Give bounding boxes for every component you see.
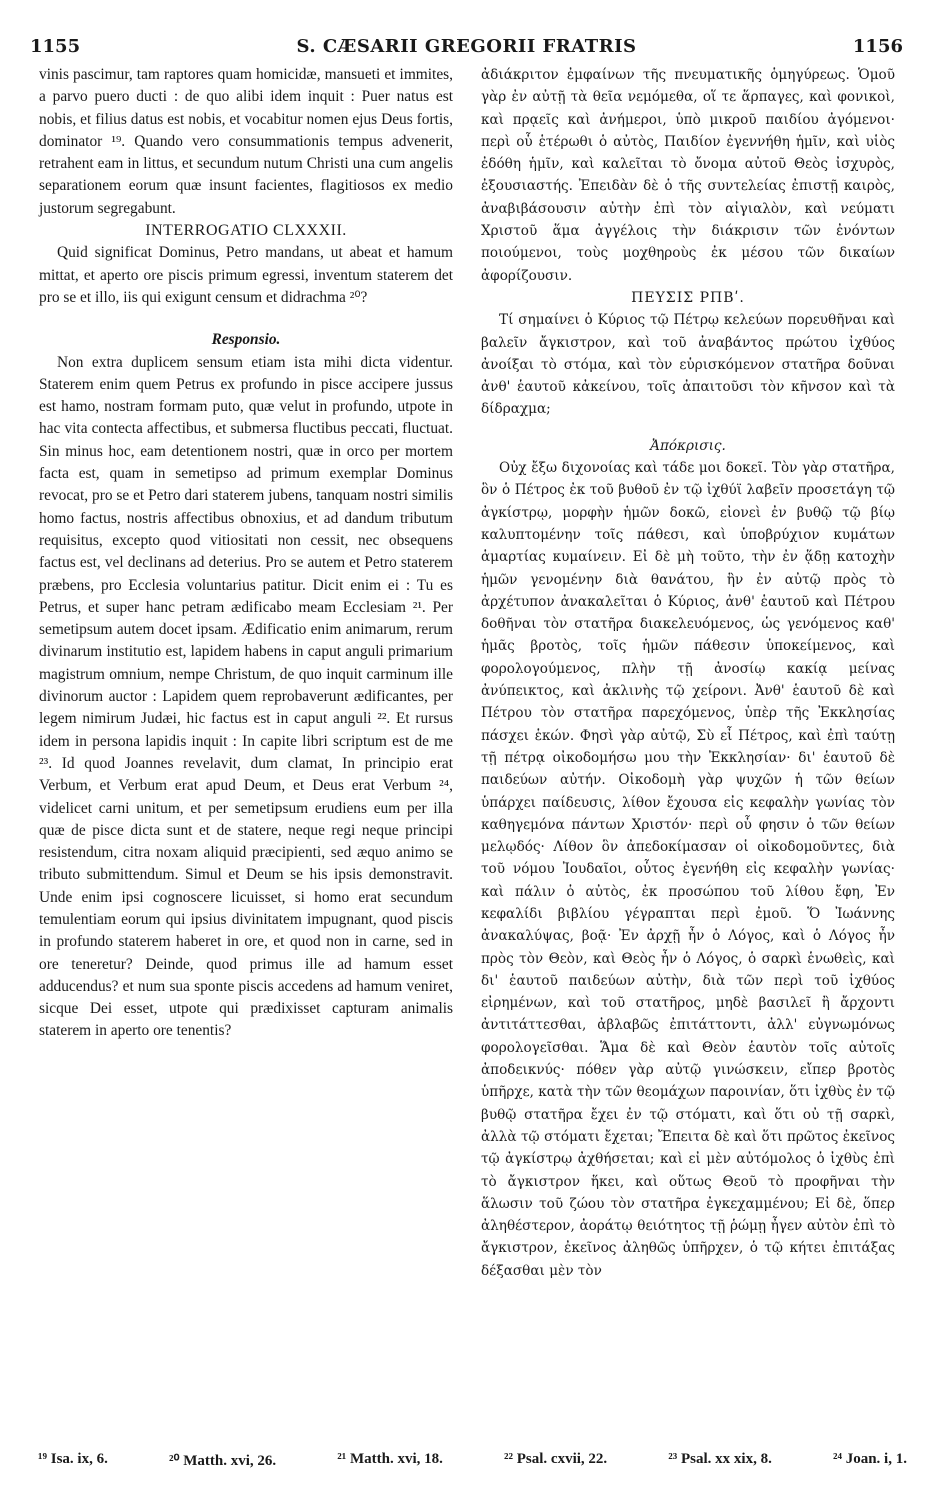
latin-question-text: Quid significat Dominus, Petro mandans, ut abeat et hamum mittat, et aperto ore piscis primum egressi, inventum staterem det pro se et illo, iis qui exigunt censum et didrachma ²⁰? [39, 244, 453, 306]
spacer [39, 309, 453, 329]
greek-apokrisis-heading: Ἀπόκρισις. [650, 437, 726, 454]
footnote-22: ²² Psal. cxvii, 22. [504, 1451, 608, 1467]
footnotes [38, 1451, 907, 1470]
greek-column [481, 64, 895, 1282]
running-title: S. CÆSARII GREGORII FRATRIS [296, 36, 637, 57]
latin-question-heading: INTERROGATIO CLXXXII. [145, 222, 347, 240]
footnote-19: ¹⁹ Isa. ix, 6. [38, 1451, 108, 1467]
page-number-right: 1156 [852, 36, 903, 57]
footnote-21: ²¹ Matth. xvi, 18. [337, 1451, 443, 1467]
greek-paragraph-continued: ἀδιάκριτον ἐμφαίνων τῆς πνευματικῆς ὁμηγύρεως. Ὁμοῦ γὰρ ἐν αὐτῇ τὰ θεῖα νεμόμεθα, οἵ τε ἅρπαγες, καὶ φονικοὶ, καὶ πρᾳεῖς καὶ ἀνήμεροι, ὑπὸ μικροῦ παιδίου ἀγόμενοι· περὶ οὗ ἑτέρωθι ὁ αὐτὸς, Παιδίον ἐγεννήθη ἡμῖν, καὶ υἱὸς ἐδόθη ἡμῖν, καὶ καλεῖται τὸ ὄνομα αὐτοῦ Θεὸς ἰσχυρὸς, ἐξουσιαστής. Ἐπειδὰν δὲ ὁ τῆς συντελείας ἐπιστῇ καιρὸς, ἀναβιβάσουσιν αὐτὴν ἐπὶ τὸν αἰγιαλὸν, καὶ νεύματι Χριστοῦ ἅμα ἀγγέλοις τὴν διάκρισιν τῶν ἐνόντων ποιούμενοι, τοὺς μοχθηροὺς ἐκ μέσου τῶν δικαίων ἀφορίζουσιν. [481, 67, 895, 284]
page-number-left: 1155 [30, 36, 81, 57]
latin-paragraph-continued: vinis pascimur, tam raptores quam homicidæ, mansueti et immites, a parvo puero ducti : de quo alibi idem inquit : Puer natus est nobis, et filius datus est nobis, et vocabitur nomen ejus Deus fortis, dominator ¹⁹. Quando vero consummationis tempus advenerit, retrahent eam in littus, et secundum nutum Christi una cum angelis separationem eorum quæ insunt facientes, flagitiosos ex medio justorum segregabunt. [39, 66, 453, 217]
footnote-24: ²⁴ Joan. i, 1. [832, 1451, 907, 1467]
footnote-20: ²⁰ Matth. xvi, 26. [168, 1453, 277, 1469]
greek-answer-text: Οὐχ ἔξω διχονοίας καὶ τάδε μοι δοκεῖ. Τὸν γὰρ στατῆρα, ὃν ὁ Πέτρος ἐκ τοῦ βυθοῦ ἐν τῷ ἰχθύϊ λαβεῖν προσετάγη τῷ ἀγκίστρῳ, μορφὴν ἡμῶν δοκῶ, εἰονεὶ ἐν βυθῷ τῷ βίῳ καλυπτομένην τοῖς πάθεσι, καὶ ὑποβρύχιον κυμάτων ἁμαρτίας κυμαίνειν. Εἰ δὲ μὴ τοῦτο, τὴν ἐν ᾅδῃ κατοχὴν ἡμῶν γενομένην διὰ θανάτου, ἣν ἐν αὐτῷ πρὸς τὸ ἀρχέτυπον ἀνακαλεῖται ὁ Κύριος, ἀνθ' ἑαυτοῦ καὶ Πέτρου δοθῆναι τὸν στατῆρα διακελευόμενος, ὡς γενόμενος καθ' ἡμᾶς βροτὸς, τοῖς ἡμῶν πάθεσιν ὑποκείμενος, καὶ φορολογούμενος, πλὴν τῇ ἀνοσίῳ κακίᾳ μείνας ἀνύπεικτος, καὶ ἀκλινὴς τῷ χείρονι. Ἀνθ' ἑαυτοῦ δὲ καὶ Πέτρου τὸν στατῆρα παρεχόμενος, ὑπὲρ τῆς Ἐκκλησίας πάσχει ἑκών. Φησὶ γὰρ αὐτῷ, Σὺ εἶ Πέτρος, καὶ ἐπὶ ταύτῃ τῇ πέτρᾳ οἰκοδομήσω μου τὴν Ἐκκλησίαν· δι' ἑαυτοῦ δὲ παιδεύων αὐτήν. Οἰκοδομὴ γὰρ ψυχῶν ἡ τῶν θείων ὑπάρχει παίδευσις, λίθον ἔχουσα εἰς κεφαλὴν γωνίας τὸν καθηγεμόνα πάντων Χριστόν· περὶ οὗ φησιν ὁ τῶν θείων μελῳδός· Λίθον ὃν ἀπεδοκίμασαν οἱ οἰκοδομοῦντες, διὰ τοῦ νόμου Ἰουδαῖοι, οὗτος ἐγενήθη εἰς κεφαλὴν γωνίας· καὶ πάλιν ὁ αὐτὸς, ἐκ προσώπου τοῦ λίθου ἔφη, Ἐν κεφαλίδι βιβλίου γέγραπται περὶ ἐμοῦ. Ὅ Ἰωάννης ἀνακαλύψας, βοᾷ· Ἐν ἀρχῇ ἦν ὁ Λόγος, καὶ ὁ Λόγος ἦν πρὸς τὸν Θεὸν, καὶ Θεὸς ἦν ὁ Λόγος, ὁ σαρκὶ ἑνωθεὶς, καὶ δι' ἑαυτοῦ παιδεύων αὐτὴν, διὰ τῶν περὶ τοῦ ἰχθύος εἰρημένων, καὶ τοῦ στατῆρος, μηδὲ βασιλεῖ ἢ ἄρχοντι ἀντιτάττεσθαι, ἀβλαβῶς ἐπιτάττοντι, ἀλλ' εὐγνωμόνως φορολογεῖσθαι. Ἅμα δὲ καὶ Θεὸν ἑαυτὸν τοῖς αὐτοῖς ἀποδεικνύς· πόθεν γὰρ αὐτῷ γινώσκειν, εἴπερ βροτὸς ὑπῆρχε, κατὰ τὴν τῶν θεομάχων παροινίαν, ὅτι ἰχθὺς ἐν τῷ βυθῷ στατῆρα ἔχει ἐν τῷ στόματι, καὶ ὅτι οὐ τῇ σαρκὶ, ἀλλὰ τῷ στόματι ἔχεται; Ἔπειτα δὲ καὶ ὅτι πρῶτος ἐκεῖνος τῷ ἀγκίστρῳ ἀχθήσεται; καὶ εἰ μὲν αὐτόμολος ὁ ἰχθὺς ἐπὶ τὸ ἄγκιστρον ἥκει, καὶ οὕτως Θεοῦ τὸ προφῆναι τὴν ἅλωσιν τοῦ ζώου τὸν στατῆρα ἐγκεχαμμένου; Εἰ δὲ, ὅπερ ἀληθέστερον, ἀοράτῳ θειότητος τῇ ῥώμῃ ἦγεν αὐτὸν ἐπὶ τὸ ἄγκιστρον, ἐκεῖνος ἀληθῶς ὑπῆρχεν, ὁ τῷ κήτει ἐπιτάξας δέξασθαι μὲν τὸν [481, 460, 895, 1279]
latin-answer-text: Non extra duplicem sensum etiam ista mihi dicta videntur. Staterem enim quem Petrus ex profundo in pisce accipere jussus est hamo, nostram formam puto, quæ velut in profundo, utpote in hac vita contecta affectibus, et submersa fluctibus peccati, fluctuat. Sin minus hoc, eam detentionem nostri, quæ in orco per mortem facta est, quam in semetipso ad primum exemplar Dominus revocat, pro se et Petro dari staterem jubens, tanquam nostri similis homo factus, nostris affectibus obnoxius, et ad dandum tributum requisitus, excepto quod vitiositati non cessit, nec obsequens factus est, vel declinans ad deterius. Pro se autem et Petro staterem præbens, pro Ecclesia voluntarius patitur. Dicit enim ei : Tu es Petrus, et super hanc petram ædificabo meam Ecclesiam ²¹. Per semetipsum autem docet ipsam. Ædificatio enim animarum, rerum divinarum institutio est, lapidem habens in caput anguli primarium magistrum omnium, nempe Christum, de quo inquit carminum ille divinorum auctor : Lapidem quem reprobaverunt ædificantes, per legem nimirum Judæi, hic factus est in caput anguli ²². Et rursus idem in persona lapidis inquit : In capite libri scriptum est de me ²³. Id quod Joannes revelavit, dum clamat, In principio erat Verbum, et Verbum erat apud Deum, et Deus erat Verbum ²⁴, videlicet carni unitum, et per semetipsum erudiens eum per illa quæ de pisce dicta sunt et de statere, neque regi neque principi resistendum, citra noxam aliquid præcipienti, sed æquo animo se tributo submittendum. Simul et Deum se his ipsis demonstravit. Unde enim ipsi cognoscere licuisset, si homo erat secundum temulentiam eorum qui ipsius divinitatem impugnant, quod piscis in profundo staterem haberet in ore, et quod non in carne, sed in ore teneretur? Deinde, quod primus ille ad hamum esset adducendus? et num sua sponte piscis accedens ad hamum veniret, sicque Dei esset, utpote qui prædixisset capturam animalis staterem in aperto ore tenentis? [39, 353, 453, 1040]
greek-question-heading: ΠΕΥΣΙΣ ΡΠΒʹ. [631, 289, 745, 306]
spacer [481, 421, 895, 435]
footnote-23: ²³ Psal. xx xix, 8. [668, 1451, 772, 1467]
page-header [30, 36, 903, 62]
greek-question-text: Τί σημαίνει ὁ Κύριος τῷ Πέτρῳ κελεύων πορευθῆναι καὶ βαλεῖν ἄγκιστρον, καὶ τοῦ ἀναβάντος πρώτου ἰχθύος ἀνοίξαι τὸ στόμα, καὶ τὸν εὑρισκόμενον στατῆρα δοῦναι ἀνθ' ἑαυτοῦ κἀκείνου, τοῖς ἀπαιτοῦσι τὸν κῆνσον καὶ τὰ δίδραχμα; [481, 312, 895, 418]
latin-responsio-heading: Responsio. [211, 331, 281, 349]
latin-column [39, 64, 453, 1043]
